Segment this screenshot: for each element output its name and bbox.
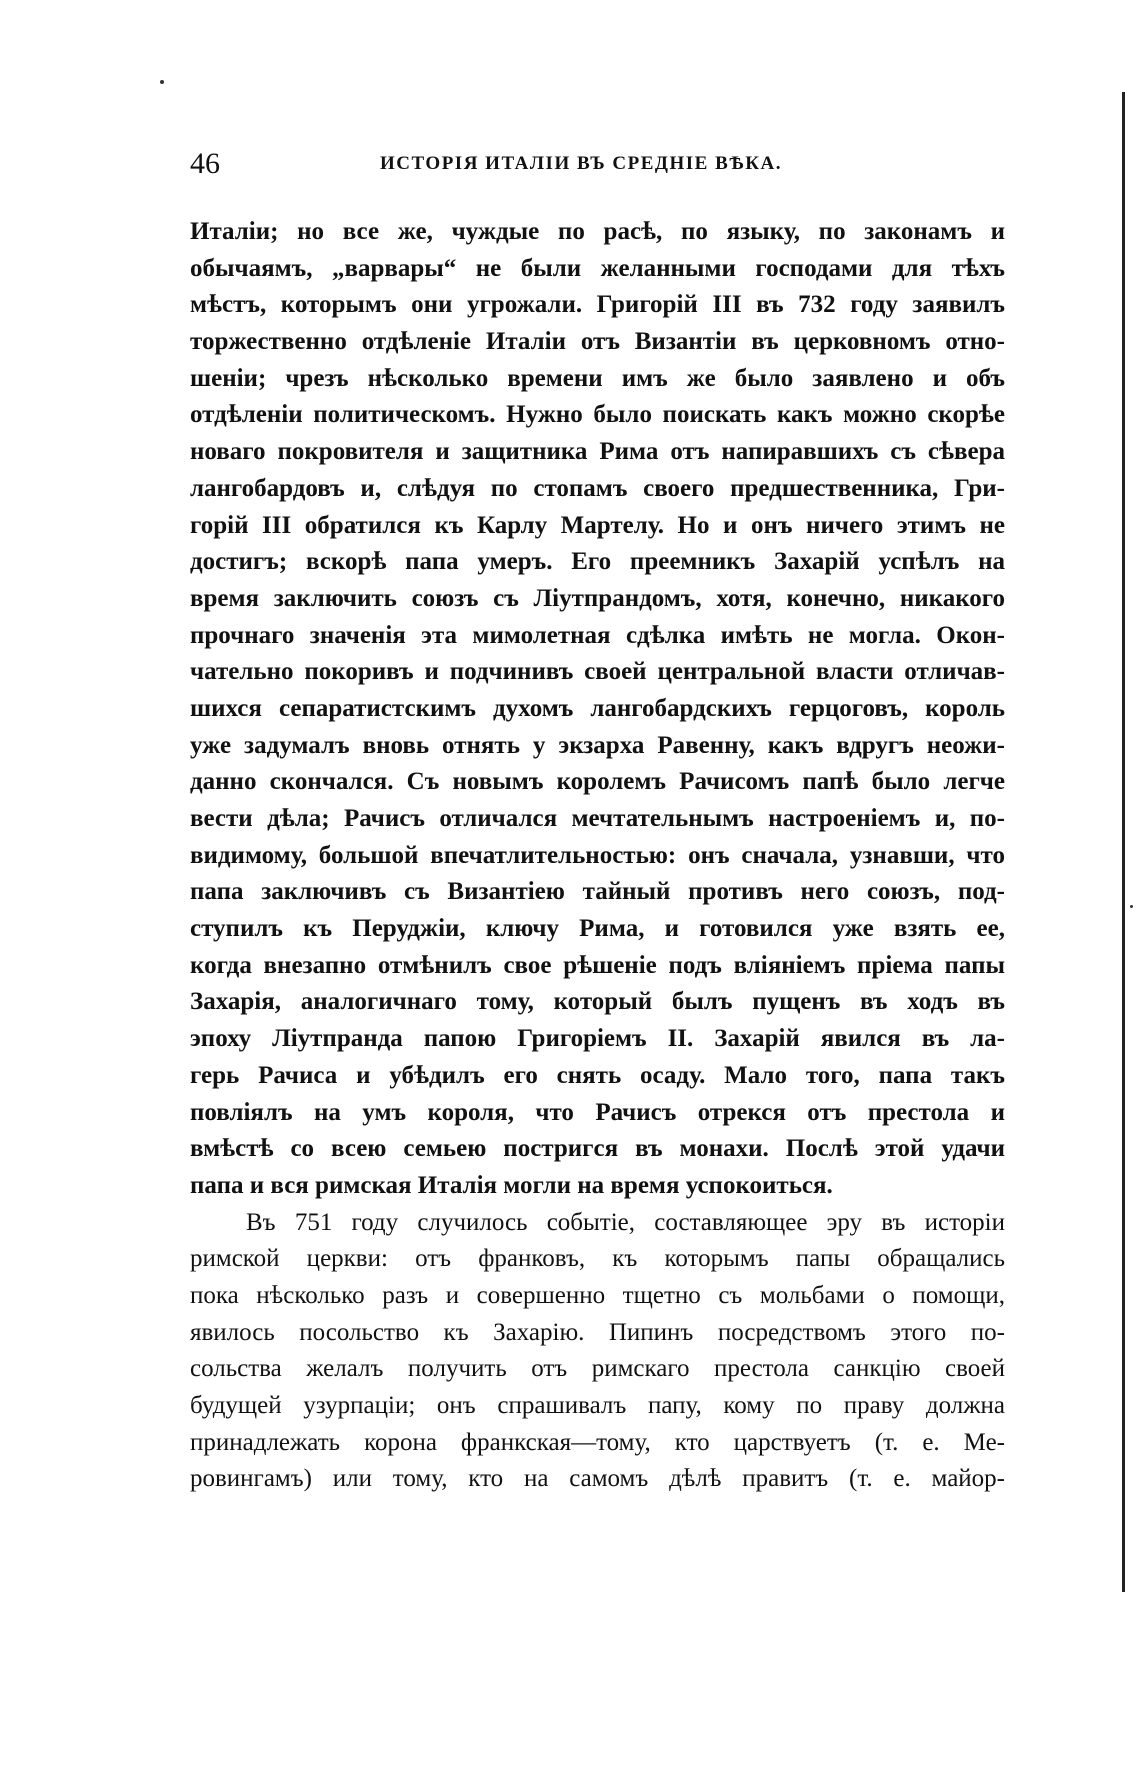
text-line: когда внезапно отмѣнилъ свое рѣшеніе подъ вліяніемъ пріема папы [190,951,1005,979]
text-line: обычаямъ, „варвары“ не были желанными господами для тѣхъ [190,254,1005,282]
text-line: Италіи; но все же, чуждые по расѣ, по языку, по законамъ и [190,218,1005,245]
text-line: Захарія, аналогичнаго тому, который былъ пущенъ въ ходъ въ [190,988,1005,1016]
text-line: время заключить союзъ съ Ліутпрандомъ, хотя, конечно, никакого [190,584,1005,612]
text-line: уже задумалъ вновь отнять у экзарха Равенну, какъ вдругъ неожи- [190,731,1005,759]
text-line: шеніи; чрезъ нѣсколько времени имъ же было заявлено и объ [190,364,1005,392]
text-line: горій III обратился къ Карлу Мартелу. Но и онъ ничего этимъ не [190,511,1005,539]
text-line: эпоху Ліутпранда папою Григоріемъ II. Захарій явился въ ла- [190,1025,1005,1053]
paragraph [190,1205,1005,1499]
text-line: принадлежать корона франкская—тому, кто царствуетъ (т. е. Ме- [190,1428,1005,1456]
text-line: Въ 751 году случилось событіе, составляющее эру въ исторіи [246,1208,1005,1236]
text-line: достигъ; вскорѣ папа умеръ. Его преемникъ Захарій успѣлъ на [190,548,1005,576]
text-line: повліялъ на умъ короля, что Рачисъ отрекся отъ престола и [190,1098,1005,1126]
text-line: римской церкви: отъ франковъ, къ которымъ папы обращались [190,1245,1005,1273]
text-line: отдѣленіи политическомъ. Нужно было поискать какъ можно скорѣе [190,401,1005,429]
text-line: лангобардовъ и, слѣдуя по стопамъ своего предшественника, Гри- [190,474,1005,502]
text-line: вмѣстѣ со всею семьею постригся въ монахи. Послѣ этой удачи [190,1135,1005,1163]
text-line: прочнаго значенія эта мимолетная сдѣлка имѣть не могла. Окон- [190,621,1005,649]
text-line: вести дѣла; Рачисъ отличался мечтательнымъ настроеніемъ и, по- [190,805,1005,832]
paragraph [190,214,1005,1205]
page-edge-line [1122,92,1125,1592]
scan-speck [160,80,164,84]
text-line: торжественно отдѣленіе Италіи отъ Византіи въ церковномъ отно- [190,328,1005,356]
text-line: новаго покровителя и защитника Рима отъ напиравшихъ съ сѣвера [190,438,1005,466]
text-line: видимому, большой впечатлительностью: онъ сначала, узнавши, что [190,841,1005,869]
text-line: папа заключивъ съ Византіею тайный противъ него союзъ, под- [190,878,1005,906]
text-line: мѣстъ, которымъ они угрожали. Григорій III въ 732 году заявилъ [190,291,1005,319]
scan-speck [1130,905,1133,908]
text-line: ступилъ къ Перуджіи, ключу Рима, и готовился уже взять ее, [190,915,1005,943]
text-line: папа и вся римская Италія могли на время успокоиться. [190,1171,833,1199]
text-line: шихся сепаратистскимъ духомъ лангобардскихъ герцоговъ, король [190,694,1005,722]
page-number: 46 [190,147,220,180]
text-line: данно скончался. Съ новымъ королемъ Рачисомъ папѣ было легче [190,768,1005,796]
text-line: явилось посольство къ Захарію. Пипинъ посредствомъ этого по- [190,1318,1005,1346]
running-head [190,146,1010,182]
body-text [190,214,1005,1498]
text-line: ровингамъ) или тому, кто на самомъ дѣлѣ правитъ (т. е. майор- [190,1465,1005,1493]
text-line: герь Рачиса и убѣдилъ его снять осаду. Мало того, папа такъ [190,1061,1005,1089]
text-line: будущей узурпаціи; онъ спрашивалъ папу, кому по праву должна [190,1392,1005,1419]
text-line: чательно покоривъ и подчинивъ своей центральной власти отличав- [190,658,1005,686]
running-title: ИСТОРІЯ ИТАЛІИ ВЪ СРЕДНІЕ ВѢКА. [380,153,783,174]
text-line: сольства желалъ получить отъ римскаго престола санкцію своей [190,1355,1005,1383]
text-line: пока нѣсколько разъ и совершенно тщетно съ мольбами о помощи, [190,1281,1005,1309]
